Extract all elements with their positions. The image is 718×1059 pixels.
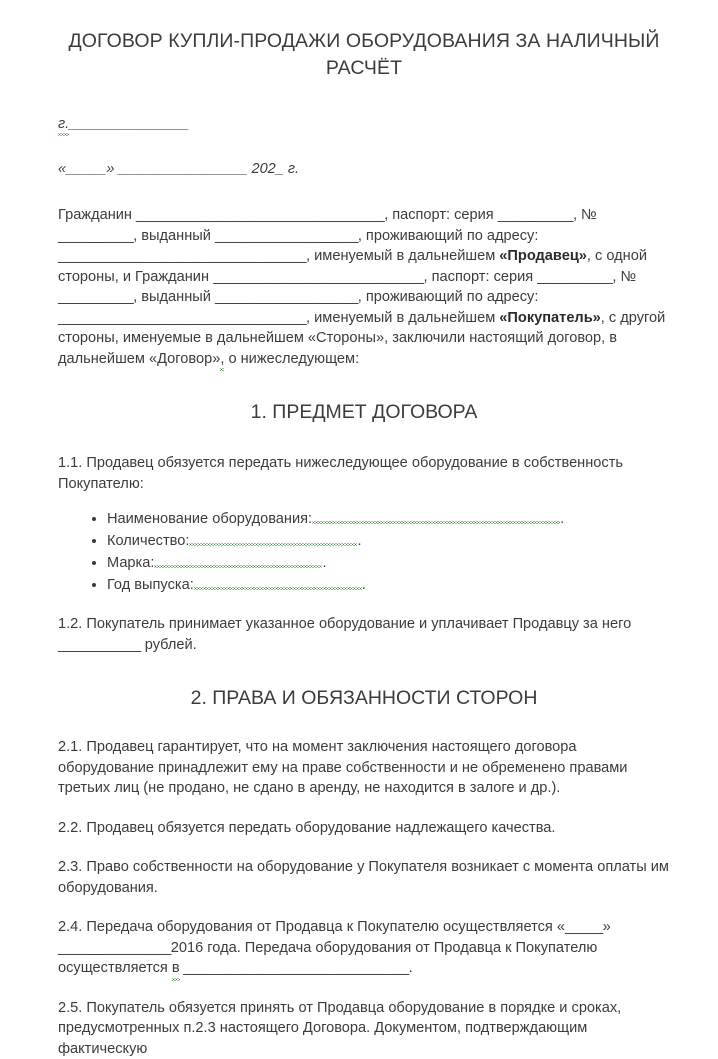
clause-2-2: 2.2. Продавец обязуется передать оборудование надлежащего качества. bbox=[58, 799, 670, 839]
place-blank[interactable]: ________________ bbox=[69, 116, 188, 132]
transfer-day-blank[interactable]: _____ bbox=[565, 919, 603, 935]
transfer-month-blank[interactable]: _______________ bbox=[58, 940, 171, 956]
clause-1-1: 1.1. Продавец обязуется передать нижеследующее оборудование в собственность Покупателю: bbox=[58, 425, 670, 494]
seller-term: «Продавец» bbox=[499, 248, 587, 264]
clause-2-1: 2.1. Продавец гарантирует, что на момент заключения настоящего договора оборудование принадлежит ему на праве собственности и не обременено правами третьих лиц (не продано, не сдано в аренду, не находится в залоге и др.). bbox=[58, 711, 670, 799]
equipment-value-blank[interactable] bbox=[154, 552, 322, 567]
preamble-text: , с другой bbox=[601, 310, 666, 326]
place-line bbox=[58, 82, 670, 134]
date-line[interactable]: «_____» ________________ 202_ г. bbox=[58, 134, 670, 179]
preamble-text: , проживающий по адресу: bbox=[358, 289, 539, 305]
equipment-label: Количество: bbox=[107, 533, 189, 549]
equipment-end-punctuation: . bbox=[357, 533, 361, 549]
preamble-text: , № bbox=[612, 269, 636, 285]
list-item bbox=[58, 530, 670, 552]
preamble-paragraph bbox=[58, 179, 670, 369]
clause-text: осуществляется bbox=[58, 960, 172, 976]
clause-text: 2.5. Покупатель обязуется принять от Продавца оборудование в порядке и сроках, bbox=[58, 1000, 621, 1016]
bullet-icon bbox=[92, 561, 96, 565]
preamble-text: , выданный bbox=[133, 289, 215, 305]
equipment-value-blank[interactable] bbox=[194, 574, 362, 589]
place-label: г. bbox=[58, 114, 69, 134]
equipment-end-punctuation: . bbox=[362, 577, 366, 593]
clause-text: » bbox=[603, 919, 611, 935]
price-amount-blank[interactable]: ___________ bbox=[58, 637, 141, 653]
contract-term-comma: , bbox=[220, 349, 224, 370]
clause-2-5 bbox=[58, 979, 670, 1059]
equipment-label: Марка: bbox=[107, 555, 154, 571]
preposition-v: в bbox=[172, 958, 180, 979]
bullet-icon bbox=[92, 517, 96, 521]
seller-issued-by-blank[interactable]: ___________________ bbox=[215, 228, 358, 244]
buyer-issued-by-blank[interactable]: ___________________ bbox=[215, 289, 358, 305]
preamble-text: Гражданин bbox=[58, 207, 136, 223]
transfer-place-blank[interactable]: ______________________________ bbox=[180, 960, 409, 976]
equipment-value-blank[interactable] bbox=[189, 530, 357, 545]
equipment-value-blank[interactable] bbox=[312, 508, 560, 523]
list-item bbox=[58, 552, 670, 574]
preamble-text: , именуемый в дальнейшем bbox=[306, 310, 499, 326]
clause-text: рублей. bbox=[141, 637, 197, 653]
preamble-text: , bbox=[133, 228, 137, 244]
clause-2-4 bbox=[58, 898, 670, 979]
preamble-text: о нижеследующем: bbox=[224, 351, 359, 367]
clause-text: . bbox=[409, 960, 413, 976]
preamble-text: , № bbox=[573, 207, 597, 223]
buyer-address-blank[interactable]: _________________________________ bbox=[58, 310, 306, 326]
clause-2-3: 2.3. Право собственности на оборудование у Покупателя возникает с момента оплаты им оборудования. bbox=[58, 838, 670, 898]
preamble-text: , с одной bbox=[587, 248, 647, 264]
section-heading-2: 2. ПРАВА И ОБЯЗАННОСТИ СТОРОН bbox=[58, 655, 670, 711]
section-heading-1: 1. ПРЕДМЕТ ДОГОВОРА bbox=[58, 369, 670, 425]
preamble-text: , паспорт: серия bbox=[424, 269, 538, 285]
preamble-text: стороны, и Гражданин bbox=[58, 269, 213, 285]
page-title: ДОГОВОР КУПЛИ-ПРОДАЖИ ОБОРУДОВАНИЯ ЗА НАЛИЧНЫЙ РАСЧЁТ bbox=[64, 0, 664, 82]
equipment-label: Наименование оборудования: bbox=[107, 511, 312, 527]
preamble-text: стороны, именуемые в дальнейшем «Стороны», заключили настоящий договор, в bbox=[58, 330, 617, 346]
equipment-list bbox=[58, 494, 670, 596]
preamble-text: выданный bbox=[141, 228, 215, 244]
seller-name-blank[interactable]: _________________________________ bbox=[136, 207, 384, 223]
equipment-end-punctuation: . bbox=[560, 511, 564, 527]
preamble-text: дальнейшем «Договор» bbox=[58, 351, 220, 367]
bullet-icon bbox=[92, 583, 96, 587]
preamble-text: , именуемый в дальнейшем bbox=[306, 248, 499, 264]
preamble-text: , паспорт: серия bbox=[384, 207, 498, 223]
preamble-text: , проживающий по адресу: bbox=[358, 228, 539, 244]
list-item bbox=[58, 574, 670, 596]
buyer-name-blank[interactable]: ____________________________ bbox=[213, 269, 423, 285]
seller-address-blank[interactable]: _________________________________ bbox=[58, 248, 306, 264]
equipment-label: Год выпуска: bbox=[107, 577, 194, 593]
seller-passport-series-blank[interactable]: __________ bbox=[498, 207, 573, 223]
clause-text: 2016 года. Передача оборудования от Продавца к Покупателю bbox=[171, 940, 598, 956]
clause-1-2 bbox=[58, 596, 670, 655]
buyer-passport-series-blank[interactable]: __________ bbox=[537, 269, 612, 285]
clause-text: предусмотренных п.2.3 настоящего Договора. Документом, подтверждающим фактическую bbox=[58, 1020, 587, 1057]
equipment-end-punctuation: . bbox=[322, 555, 326, 571]
buyer-term: «Покупатель» bbox=[499, 310, 601, 326]
buyer-passport-number-blank[interactable]: __________ bbox=[58, 289, 133, 305]
seller-passport-number-blank[interactable]: __________ bbox=[58, 228, 133, 244]
list-item bbox=[58, 508, 670, 530]
bullet-icon bbox=[92, 539, 96, 543]
clause-text: 1.2. Покупатель принимает указанное оборудование и уплачивает Продавцу за него bbox=[58, 616, 631, 632]
clause-text: 2.4. Передача оборудования от Продавца к Покупателю осуществляется « bbox=[58, 919, 565, 935]
